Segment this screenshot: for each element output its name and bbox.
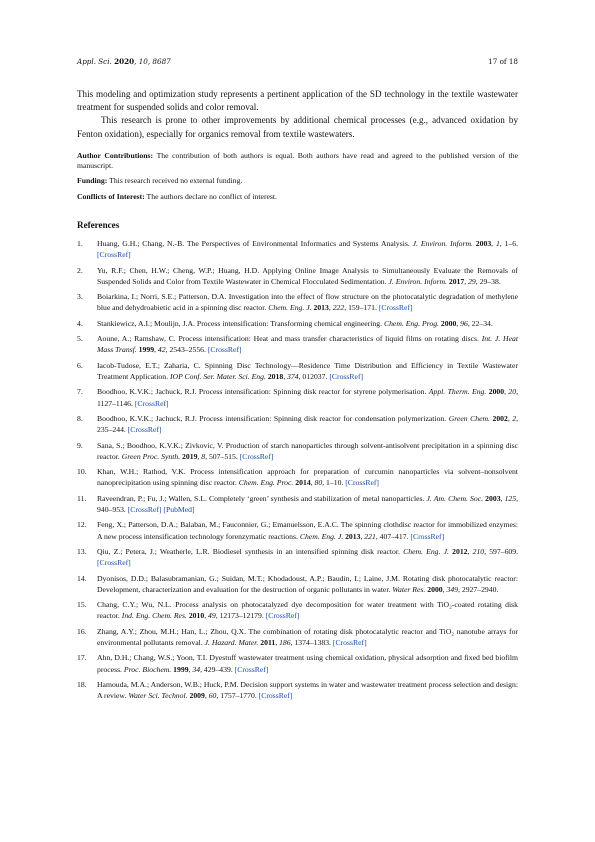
- reference-journal: Green Chem.: [448, 413, 490, 423]
- reference-item: 2. Yu, R.F.; Chen, H.W.; Cheng, W.P.; Huang, H.D. Applying Online Image Analysis to Simultaneously Evaluate the Removals of Suspended Solids and Color from Textile Wastewater in Chemical Flocculated Sedimentation. J. Environ. Inform. 2017, 29, 29–38.: [77, 265, 518, 286]
- reference-volume: 374: [287, 371, 299, 381]
- reference-volume: 2: [512, 413, 517, 423]
- reference-number: 12.: [77, 520, 87, 530]
- journal-volume: 10: [138, 57, 148, 66]
- reference-journal: Chem. Eng. Prog.: [383, 318, 439, 328]
- reference-year: 2000: [440, 318, 457, 328]
- reference-authors-title: Huang, G.H.; Chang, N.-B. The Perspectives of Environmental Informatics and Systems Analysis.: [97, 239, 410, 248]
- crossref-link[interactable]: [CrossRef]: [127, 425, 162, 435]
- conflicts-of-interest: [77, 192, 518, 202]
- reference-year: 2019: [182, 451, 198, 461]
- reference-volume: 221: [364, 531, 376, 541]
- crossref-link[interactable]: [CrossRef]: [378, 303, 413, 313]
- reference-journal: Chem. Eng. J.: [403, 546, 449, 556]
- reference-number: 13.: [77, 546, 87, 556]
- reference-journal: J. Am. Chem. Soc.: [426, 493, 484, 503]
- reference-number: 16.: [77, 626, 87, 636]
- reference-number: 3.: [77, 292, 83, 302]
- reference-pages: , 429–439.: [200, 664, 233, 674]
- reference-journal: Chem. Eng. Proc.: [238, 478, 294, 488]
- reference-authors-title: Chang, C.Y.; Wu, N.L. Process analysis on photocatalyzed dye decomposition for water treatment with TiO₂-coated rotating disk reactor.: [97, 600, 518, 621]
- header-sep: ,: [134, 57, 139, 66]
- reference-volume: 8: [201, 451, 206, 461]
- reference-pages: , 235–244.: [97, 413, 519, 435]
- reference-item: 16. Zhang, A.Y.; Zhou, M.H.; Han, L.; Zhou, Q.X. The combination of rotating disk photocatalytic reactor and TiO₂ nanotube arrays for environmental pollutants removal. J. Hazard. Mater. 2011, 186, 1374–1383. [CrossRef]: [77, 626, 518, 647]
- page-number: 17 of 18: [488, 57, 518, 66]
- reference-pages: , 1–10.: [322, 478, 344, 488]
- reference-authors-title: Khan, W.H.; Rathod, V.K. Process intensification approach for preparation of curcumin nanoparticles via solvent–nonsolvent nanoprecipitation using spinning disc reactor.: [97, 467, 518, 488]
- reference-year: 2018: [267, 371, 284, 381]
- article-number: 8687: [152, 57, 171, 66]
- reference-pages: , 12173–12179.: [215, 611, 264, 621]
- reference-pages: , 1757–1770.: [216, 691, 257, 701]
- reference-year: 2009: [189, 691, 205, 701]
- reference-pages: , 159–171.: [344, 303, 377, 313]
- reference-item: 3. Boiarkina, I.; Norri, S.E.; Patterson, D.A. Investigation into the effect of flow structure on the photocatalytic degradation of methylene blue and dehydroabietic acid in a spinning disc reactor. Chem. Eng. J. 2013, 222, 159–171. [CrossRef]: [77, 292, 518, 313]
- reference-volume: 34: [192, 664, 201, 674]
- reference-pages: , 1127–1146.: [97, 387, 519, 408]
- pubmed-link[interactable]: [PubMed]: [163, 504, 195, 514]
- reference-item: 9. Sana, S.; Boodhoo, K.V.K.; Zivkovic, V. Production of starch nanoparticles through solvent-antisolvent precipitation in a spinning disc reactor. Green Proc. Synth. 2019, 8, 507–515. [CrossRef]: [77, 440, 518, 461]
- crossref-link[interactable]: [CrossRef]: [258, 691, 293, 701]
- reference-volume: 49: [208, 611, 216, 621]
- reference-journal: Appl. Therm. Eng.: [428, 387, 487, 397]
- reference-year: 2014: [295, 478, 311, 488]
- reference-item: 7. Boodhoo, K.V.K.; Jachuck, R.J. Process intensification: Spinning disk reactor for styrene polymerisation. Appl. Therm. Eng. 2000, 20, 1127–1146. [CrossRef]: [77, 387, 519, 408]
- reference-authors-title: Qiu, Z.; Petera, J.; Weatherle, L.R. Biodiesel synthesis in an intensified spinning disk reactor.: [97, 546, 400, 556]
- reference-authors-title: Sana, S.; Boodhoo, K.V.K.; Zivkovic, V. Production of starch nanoparticles through solvent-antisolvent precipitation in a spinning disc reactor.: [97, 440, 518, 461]
- crossref-link[interactable]: [CrossRef]: [207, 345, 242, 355]
- reference-year: 2002: [492, 413, 508, 423]
- reference-journal: Chem. Eng. J.: [299, 531, 344, 541]
- crossref-link[interactable]: [CrossRef]: [410, 531, 445, 541]
- reference-year: 2011: [260, 637, 276, 647]
- reference-volume: 20: [508, 387, 517, 397]
- crossref-link[interactable]: [CrossRef]: [345, 478, 379, 488]
- reference-number: 7.: [77, 387, 83, 397]
- reference-journal: Ind. Eng. Chem. Res.: [121, 611, 187, 621]
- reference-pages: , 22–34.: [467, 318, 493, 328]
- reference-year: 2013: [313, 303, 329, 313]
- author-contributions-text: The contribution of both authors is equal. Both authors have read and agreed to the published version of the manuscript.: [77, 151, 518, 170]
- crossref-link[interactable]: [CrossRef]: [97, 558, 131, 568]
- reference-authors-title: Boodhoo, K.V.K.; Jachuck, R.J. Process intensification: Spinning disk reactor for condensation polymerization.: [97, 413, 447, 423]
- running-header-citation: [77, 57, 171, 66]
- reference-volume: 80: [314, 478, 323, 488]
- crossref-link[interactable]: [CrossRef]: [239, 451, 274, 461]
- reference-year: 2017: [448, 276, 465, 286]
- reference-volume: 42: [157, 345, 166, 355]
- author-contributions: [77, 151, 518, 170]
- reference-volume: 96: [460, 318, 468, 328]
- reference-journal: J. Environ. Inform.: [388, 276, 447, 286]
- reference-number: 15.: [77, 600, 87, 610]
- reference-pages: , 597–609.: [484, 546, 519, 556]
- reference-number: 10.: [77, 467, 87, 477]
- reference-pages: , 407–417.: [375, 531, 409, 541]
- crossref-link[interactable]: [CrossRef]: [134, 398, 169, 408]
- header-sep2: ,: [147, 57, 153, 66]
- journal-year: 2020: [114, 57, 135, 66]
- reference-authors-title: Zhang, A.Y.; Zhou, M.H.; Han, L.; Zhou, Q.X. The combination of rotating disk photocatalytic reactor and TiO₂ nanotube arrays for environmental pollutants removal.: [97, 626, 518, 647]
- reference-volume: 60: [208, 691, 217, 701]
- reference-year: 2013: [345, 531, 361, 541]
- reference-item: 10. Khan, W.H.; Rathod, V.K. Process intensification approach for preparation of curcumin nanoparticles via solvent–nonsolvent nanoprecipitation using spinning disc reactor. Chem. Eng. Proc. 2014, 80, 1–10. [CrossRef]: [77, 467, 518, 488]
- reference-pages: , 012037.: [298, 371, 328, 381]
- reference-item: 12. Feng, X.; Patterson, D.A.; Balaban, M.; Fauconnier, G.; Emanuelsson, E.A.C. The spinning clothdisc reactor for immobilized enzymes: A new process intensification technology forenzymatic reactions. Chem. Eng. J. 2013, 221, 407–417. [CrossRef]: [77, 520, 518, 541]
- crossref-link[interactable]: [CrossRef]: [332, 637, 367, 647]
- reference-authors-title: Boodhoo, K.V.K.; Jachuck, R.J. Process intensification: Spinning disk reactor for styrene polymerisation.: [97, 387, 427, 397]
- reference-volume: 210: [472, 546, 485, 556]
- reference-number: 9.: [77, 440, 83, 450]
- reference-volume: 1: [495, 239, 500, 248]
- reference-item: 4. Stankiewicz, A.I.; Moulijn, J.A. Process intensification: Transforming chemical engineering. Chem. Eng. Prog. 2000, 96, 22–34.: [77, 318, 493, 328]
- reference-authors-title: Feng, X.; Patterson, D.A.; Balaban, M.; Fauconnier, G.; Emanuelsson, E.A.C. The spinning clothdisc reactor for immobilized enzymes: A new process intensification technology forenzymatic reactions.: [97, 520, 518, 541]
- reference-item: 18. Hamouda, M.A.; Anderson, W.B.; Huck, P.M. Decision support systems in water and wastewater treatment process selection and design: A review. Water Sci. Technol. 2009, 60, 1757–1770. [CrossRef]: [77, 679, 518, 701]
- crossref-link[interactable]: [CrossRef]: [329, 371, 364, 381]
- reference-number: 14.: [77, 573, 87, 583]
- reference-volume: 349: [446, 584, 458, 594]
- reference-number: 5.: [77, 334, 83, 344]
- reference-volume: 29: [468, 276, 476, 286]
- reference-journal: J. Environ. Inform.: [412, 239, 473, 248]
- reference-authors-title: Hamouda, M.A.; Anderson, W.B.; Huck, P.M. Decision support systems in water and wastewater treatment process selection and design: A review.: [97, 679, 518, 701]
- conflicts-label: Conflicts of Interest:: [77, 191, 145, 201]
- references-heading: References: [77, 220, 120, 230]
- reference-number: 11.: [77, 493, 87, 503]
- reference-number: 1.: [77, 239, 83, 248]
- reference-year: 2003: [485, 493, 501, 503]
- reference-item: 8. Boodhoo, K.V.K.; Jachuck, R.J. Process intensification: Spinning disk reactor for condensation polymerization. Green Chem. 2002, 2, 235–244. [CrossRef]: [77, 413, 519, 435]
- conclusion-text: [77, 88, 518, 141]
- reference-item: 1. Huang, G.H.; Chang, N.-B. The Perspectives of Environmental Informatics and Systems Analysis. J. Environ. Inform. 2003, 1, 1–6. [CrossRef]: [77, 239, 519, 260]
- reference-number: 17.: [77, 653, 87, 663]
- reference-journal: Green Proc. Synth.: [121, 451, 181, 461]
- reference-number: 2.: [77, 265, 83, 275]
- crossref-link[interactable]: [CrossRef]: [97, 250, 131, 260]
- reference-journal: Proc. Biochem.: [123, 664, 172, 674]
- reference-item: 15. Chang, C.Y.; Wu, N.L. Process analysis on photocatalyzed dye decomposition for water treatment with TiO₂-coated rotating disk reactor. Ind. Eng. Chem. Res. 2010, 49, 12173–12179. [CrossRef]: [77, 600, 518, 621]
- reference-item: 6. Iacob-Tudose, E.T.; Zaharia, C. Spinning Disc Technology—Residence Time Distribution and Efficiency in Textile Wastewater Treatment Application. IOP Conf. Ser. Mater. Sci. Eng. 2018, 374, 012037. [CrossRef]: [77, 360, 518, 381]
- reference-authors-title: Iacob-Tudose, E.T.; Zaharia, C. Spinning Disc Technology—Residence Time Distribution and Efficiency in Textile Wastewater Treatment Application.: [97, 360, 518, 381]
- reference-journal: Water Sci. Technol.: [128, 691, 188, 701]
- reference-item: 13. Qiu, Z.; Petera, J.; Weatherle, L.R. Biodiesel synthesis in an intensified spinning disk reactor. Chem. Eng. J. 2012, 210, 597–609. [CrossRef]: [77, 546, 519, 568]
- funding-label: Funding:: [77, 176, 108, 186]
- reference-pages: , 2543–2556.: [165, 345, 206, 355]
- reference-journal: Water Res.: [392, 584, 426, 594]
- reference-year: 2003: [475, 239, 492, 248]
- reference-pages: , 1–6.: [499, 239, 519, 248]
- reference-year: 2012: [452, 546, 468, 556]
- reference-journal: IOP Conf. Ser. Mater. Sci. Eng.: [169, 371, 266, 381]
- reference-pages: , 507–515.: [205, 451, 238, 461]
- reference-item: 11. Raveendran, P.; Fu, J.; Wallen, S.L. Completely ‘green’ synthesis and stabilization of metal nanoparticles. J. Am. Chem. Soc. 2003, 125, 940–953. [CrossRef] [PubMed]: [77, 493, 519, 514]
- crossref-link[interactable]: [CrossRef]: [265, 611, 300, 621]
- paragraph-1: This modeling and optimization study represents a pertinent application of the SD technology in the textile wastewater treatment for suspended solids and color removal.: [77, 89, 518, 113]
- reference-list: [77, 238, 518, 701]
- back-matter: [77, 151, 518, 201]
- reference-volume: 222: [332, 303, 345, 313]
- reference-year: 2000: [488, 387, 505, 397]
- reference-number: 6.: [77, 360, 83, 370]
- reference-authors-title: Ahn, D.H.; Chang, W.S.; Yoon, T.I. Dyestuff wastewater treatment using chemical oxidation, physical adsorption and fixed bed biofilm process.: [97, 653, 518, 674]
- reference-authors-title: Raveendran, P.; Fu, J.; Wallen, S.L. Completely ‘green’ synthesis and stabilization of metal nanoparticles.: [97, 493, 425, 503]
- reference-year: 2010: [188, 611, 205, 621]
- reference-authors-title: Stankiewicz, A.I.; Moulijn, J.A. Process intensification: Transforming chemical engineering.: [97, 318, 383, 328]
- reference-pages: , 29–38.: [475, 276, 501, 286]
- paragraph-2: This research is prone to other improvements by additional chemical processes (e.g., advanced oxidation by Fenton oxidation), especially for organics removal from textile wastewaters.: [77, 115, 518, 139]
- reference-item: 17. Ahn, D.H.; Chang, W.S.; Yoon, T.I. Dyestuff wastewater treatment using chemical oxidation, physical adsorption and fixed bed biofilm process. Proc. Biochem. 1999, 34, 429–439. [CrossRef]: [77, 653, 518, 674]
- reference-number: 8.: [77, 413, 83, 423]
- reference-item: 5. Aoune, A.; Ramshaw, C. Process intensification: Heat and mass transfer characteristics of liquid films on rotating discs. Int. J. Heat Mass Transf. 1999, 42, 2543–2556. [CrossRef]: [77, 334, 518, 355]
- reference-number: 4.: [77, 318, 83, 328]
- reference-number: 18.: [77, 679, 87, 689]
- reference-journal: Chem. Eng. J.: [268, 303, 312, 313]
- reference-volume: 125: [504, 493, 517, 503]
- funding: [77, 176, 518, 186]
- reference-authors-title: Aoune, A.; Ramshaw, C. Process intensification: Heat and mass transfer characteristics of liquid films on rotating discs.: [97, 334, 479, 344]
- author-contributions-label: Author Contributions:: [77, 151, 154, 160]
- reference-pages: , 940–953.: [97, 493, 519, 514]
- crossref-link[interactable]: [CrossRef]: [127, 504, 162, 514]
- journal-name: Appl. Sci.: [77, 57, 112, 66]
- reference-authors-title: Yu, R.F.; Chen, H.W.; Cheng, W.P.; Huang, H.D. Applying Online Image Analysis to Simultaneously Evaluate the Removals of Suspended Solids and Color from Textile Wastewater in Chemical Flocculated Sedimentation.: [97, 265, 518, 286]
- reference-journal: Int. J. Heat Mass Transf.: [97, 334, 518, 355]
- crossref-link[interactable]: [CrossRef]: [234, 664, 269, 674]
- reference-year: 1999: [173, 664, 189, 674]
- conflicts-text: The authors declare no conflict of interest.: [146, 191, 277, 201]
- reference-pages: , 2927–2940.: [458, 584, 499, 594]
- references-section: [77, 220, 518, 705]
- reference-item: 14. Dyonisos, D.D.; Balasubramanian, G.; Suidan, M.T.; Khodadoust, A.P.; Baudin, I.; Laine, J.M. Rotating disk photocatalytic reactor: Development, characterization and evaluation for the destruction of organic pollutants in water. Water Res. 2000, 349, 2927–2940.: [77, 573, 518, 594]
- reference-journal: J. Hazard. Mater.: [204, 637, 259, 647]
- reference-volume: 186: [279, 637, 291, 647]
- reference-authors-title: Boiarkina, I.; Norri, S.E.; Patterson, D.A. Investigation into the effect of flow structure on the photocatalytic degradation of methylene blue and dehydroabietic acid in a spinning disc reactor.: [97, 292, 518, 313]
- funding-text: This research received no external funding.: [109, 176, 243, 186]
- reference-year: 2000: [427, 584, 443, 594]
- reference-authors-title: Dyonisos, D.D.; Balasubramanian, G.; Suidan, M.T.; Khodadoust, A.P.; Baudin, I.; Laine, J.M. Rotating disk photocatalytic reactor: Development, characterization and evaluation for the destruction of organic pollutants in water.: [97, 573, 518, 594]
- reference-pages: , 1374–1383.: [290, 637, 331, 647]
- reference-year: 1999: [138, 345, 155, 355]
